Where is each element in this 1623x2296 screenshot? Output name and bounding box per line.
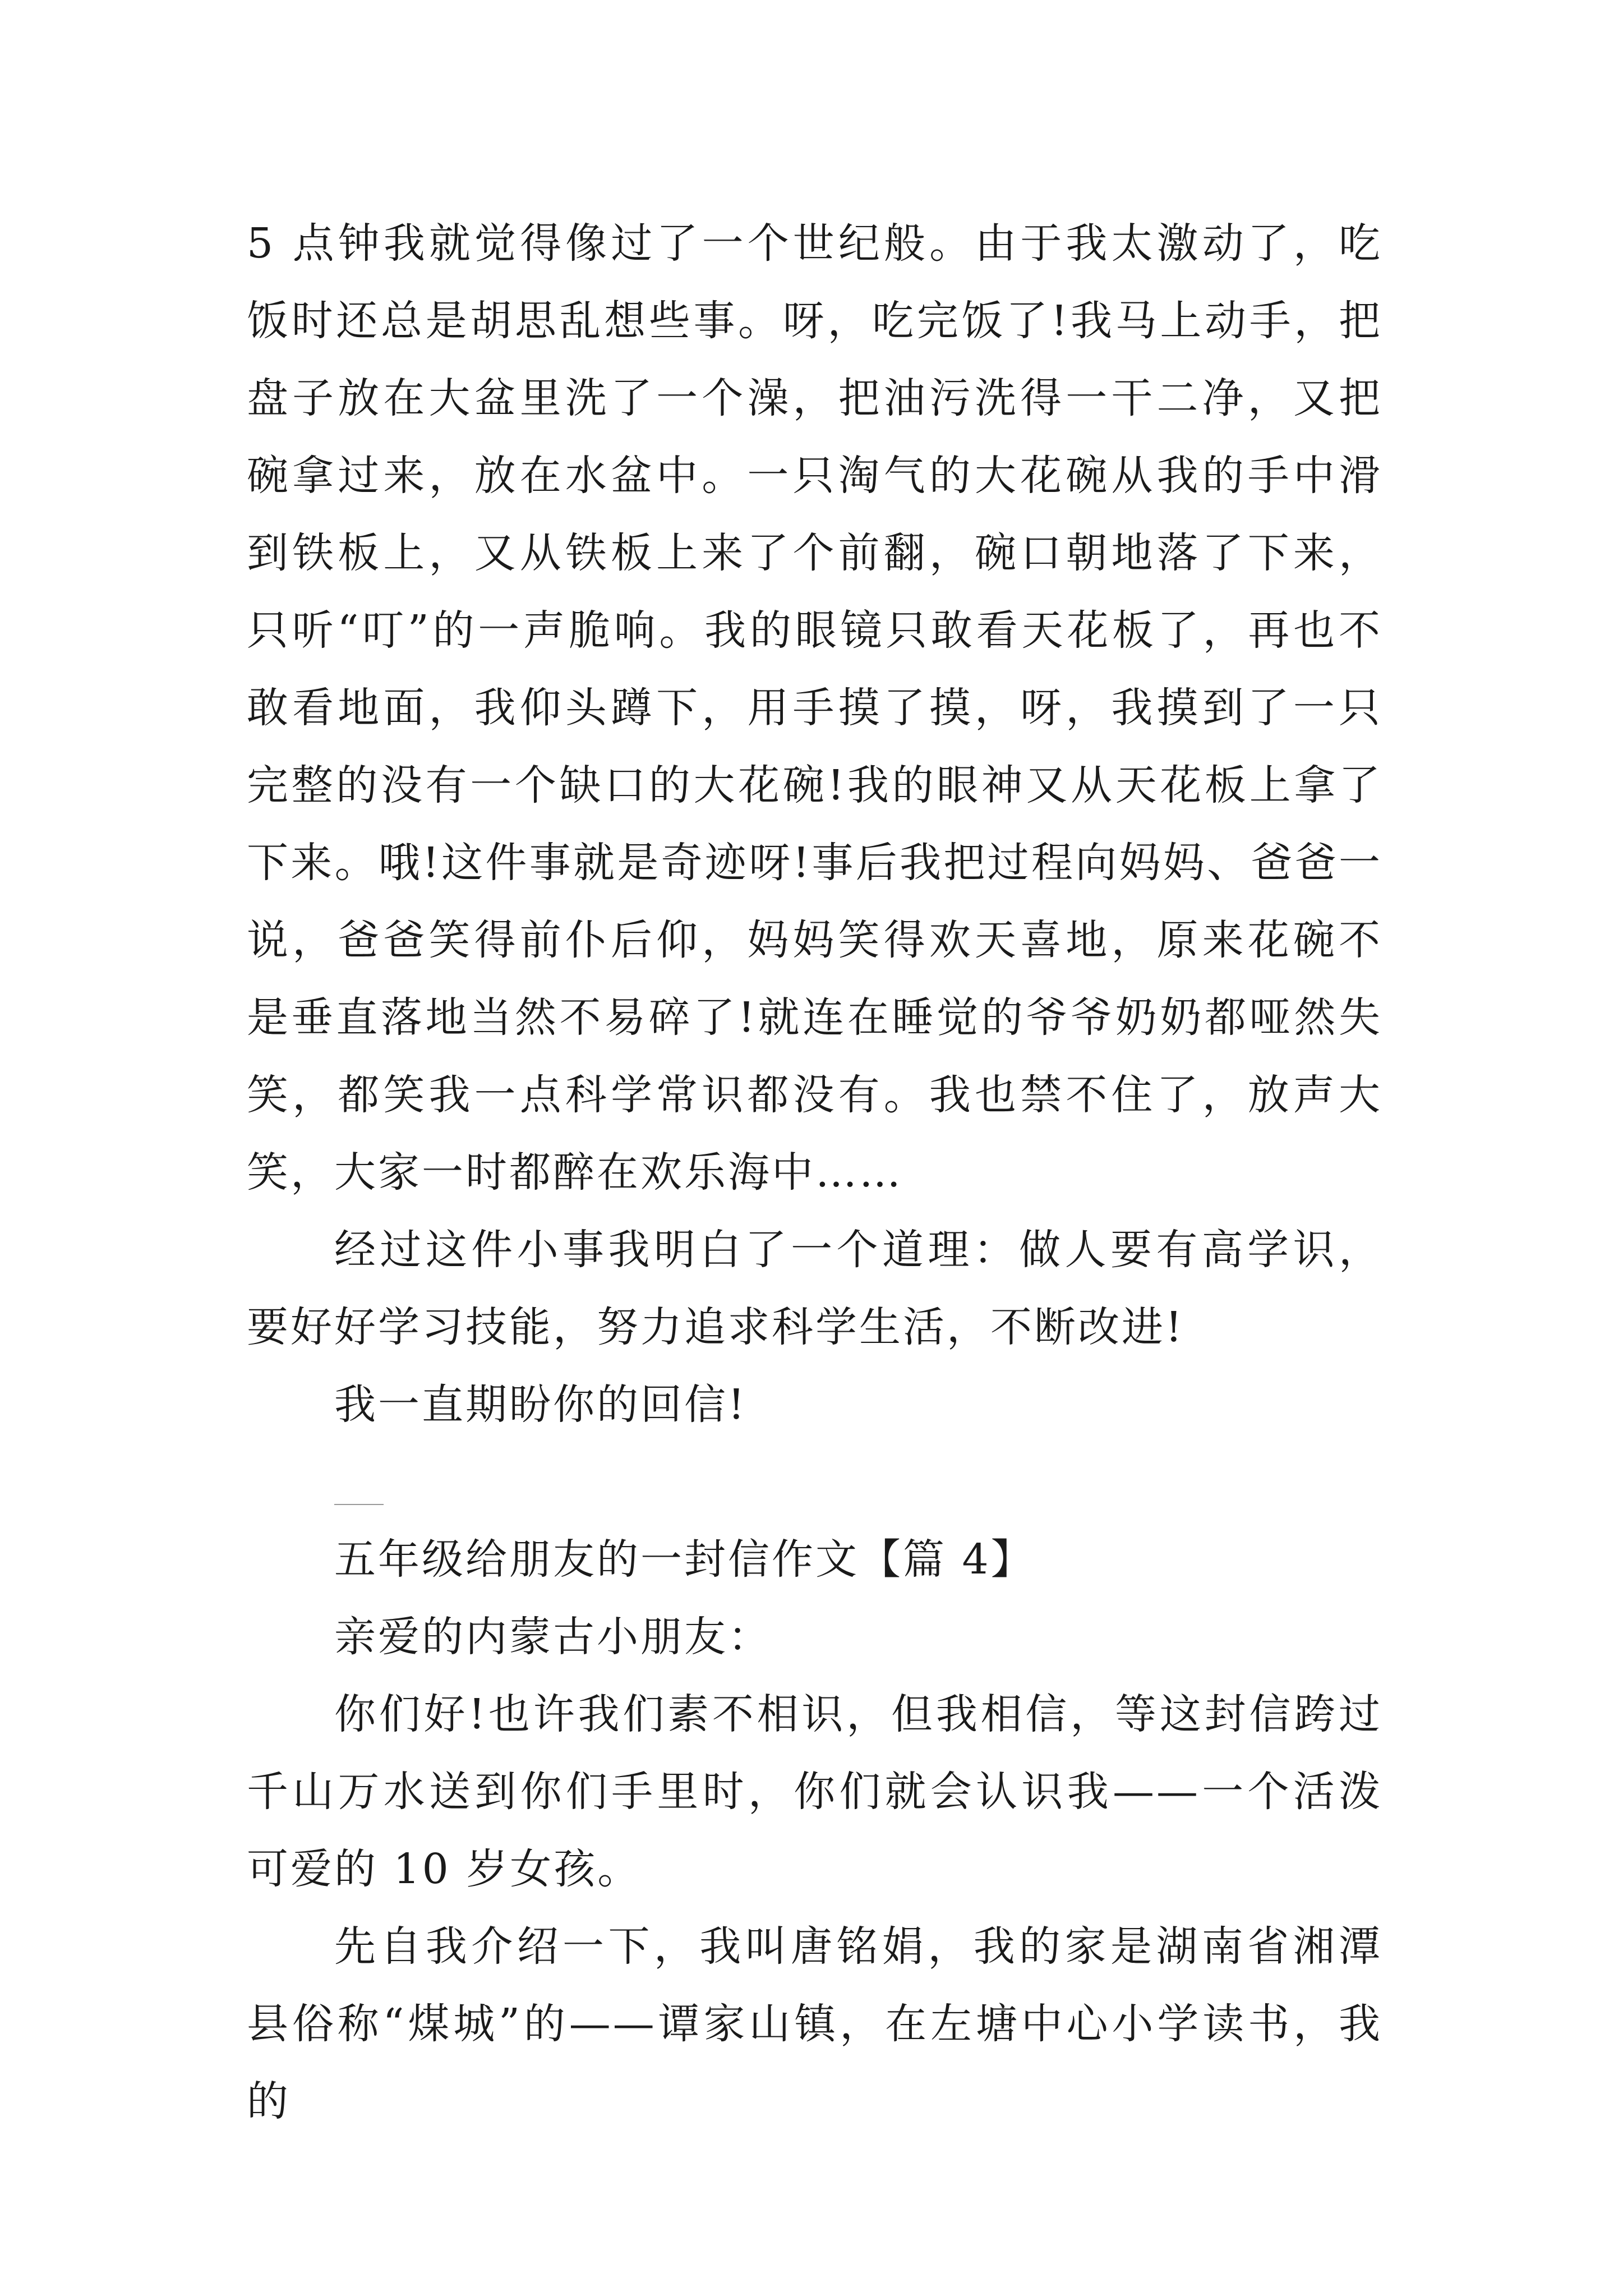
letter-salutation: 亲爱的内蒙古小朋友：	[334, 1613, 772, 1661]
paragraph-closing: 我一直期盼你的回信!	[334, 1381, 747, 1429]
paragraph-greeting: 你们好!也许我们素不相识，但我相信，等这封信跨过千山万水送到你们手里时，你们就会认识我——一个活泼可爱的 10 岁女孩。	[247, 1690, 1382, 1893]
section-divider-row	[247, 1443, 1382, 1521]
section-title: 五年级给朋友的一封信作文【篇 4】	[334, 1535, 1035, 1584]
section-divider	[334, 1504, 384, 1505]
paragraph-self-introduction: 先自我介绍一下，我叫唐铭娟，我的家是湖南省湘潭县俗称“煤城”的——谭家山镇，在左塘中心小学读书，我的	[247, 1922, 1382, 2125]
paragraph-lesson: 经过这件小事我明白了一个道理：做人要有高学识，要好好学习技能，努力追求科学生活，不断改进!	[247, 1226, 1382, 1351]
paragraph-story-continuation: 5 点钟我就觉得像过了一个世纪般。由于我太激动了，吃饭时还总是胡思乱想些事。呀，吃完饭了!我马上动手，把盘子放在大盆里洗了一个澡，把油污洗得一干二净，又把碗拿过来，放在水盆中。一只淘气的大花碗从我的手中滑到铁板上，又从铁板上来了个前翻，碗口朝地落了下来，只听“叮”的一声脆响。我的眼镜只敢看天花板了，再也不敢看地面，我仰头蹲下，用手摸了摸，呀，我摸到了一只完整的没有一个缺口的大花碗!我的眼神又从天花板上拿了下来。哦!这件事就是奇迹呀!事后我把过程向妈妈、爸爸一说，爸爸笑得前仆后仰，妈妈笑得欢天喜地，原来花碗不是垂直落地当然不易碎了!就连在睡觉的爷爷奶奶都哑然失笑，都笑我一点科学常识都没有。我也禁不住了，放声大笑，大家一时都醉在欢乐海中……	[247, 219, 1382, 1197]
document-body	[247, 205, 1382, 2140]
